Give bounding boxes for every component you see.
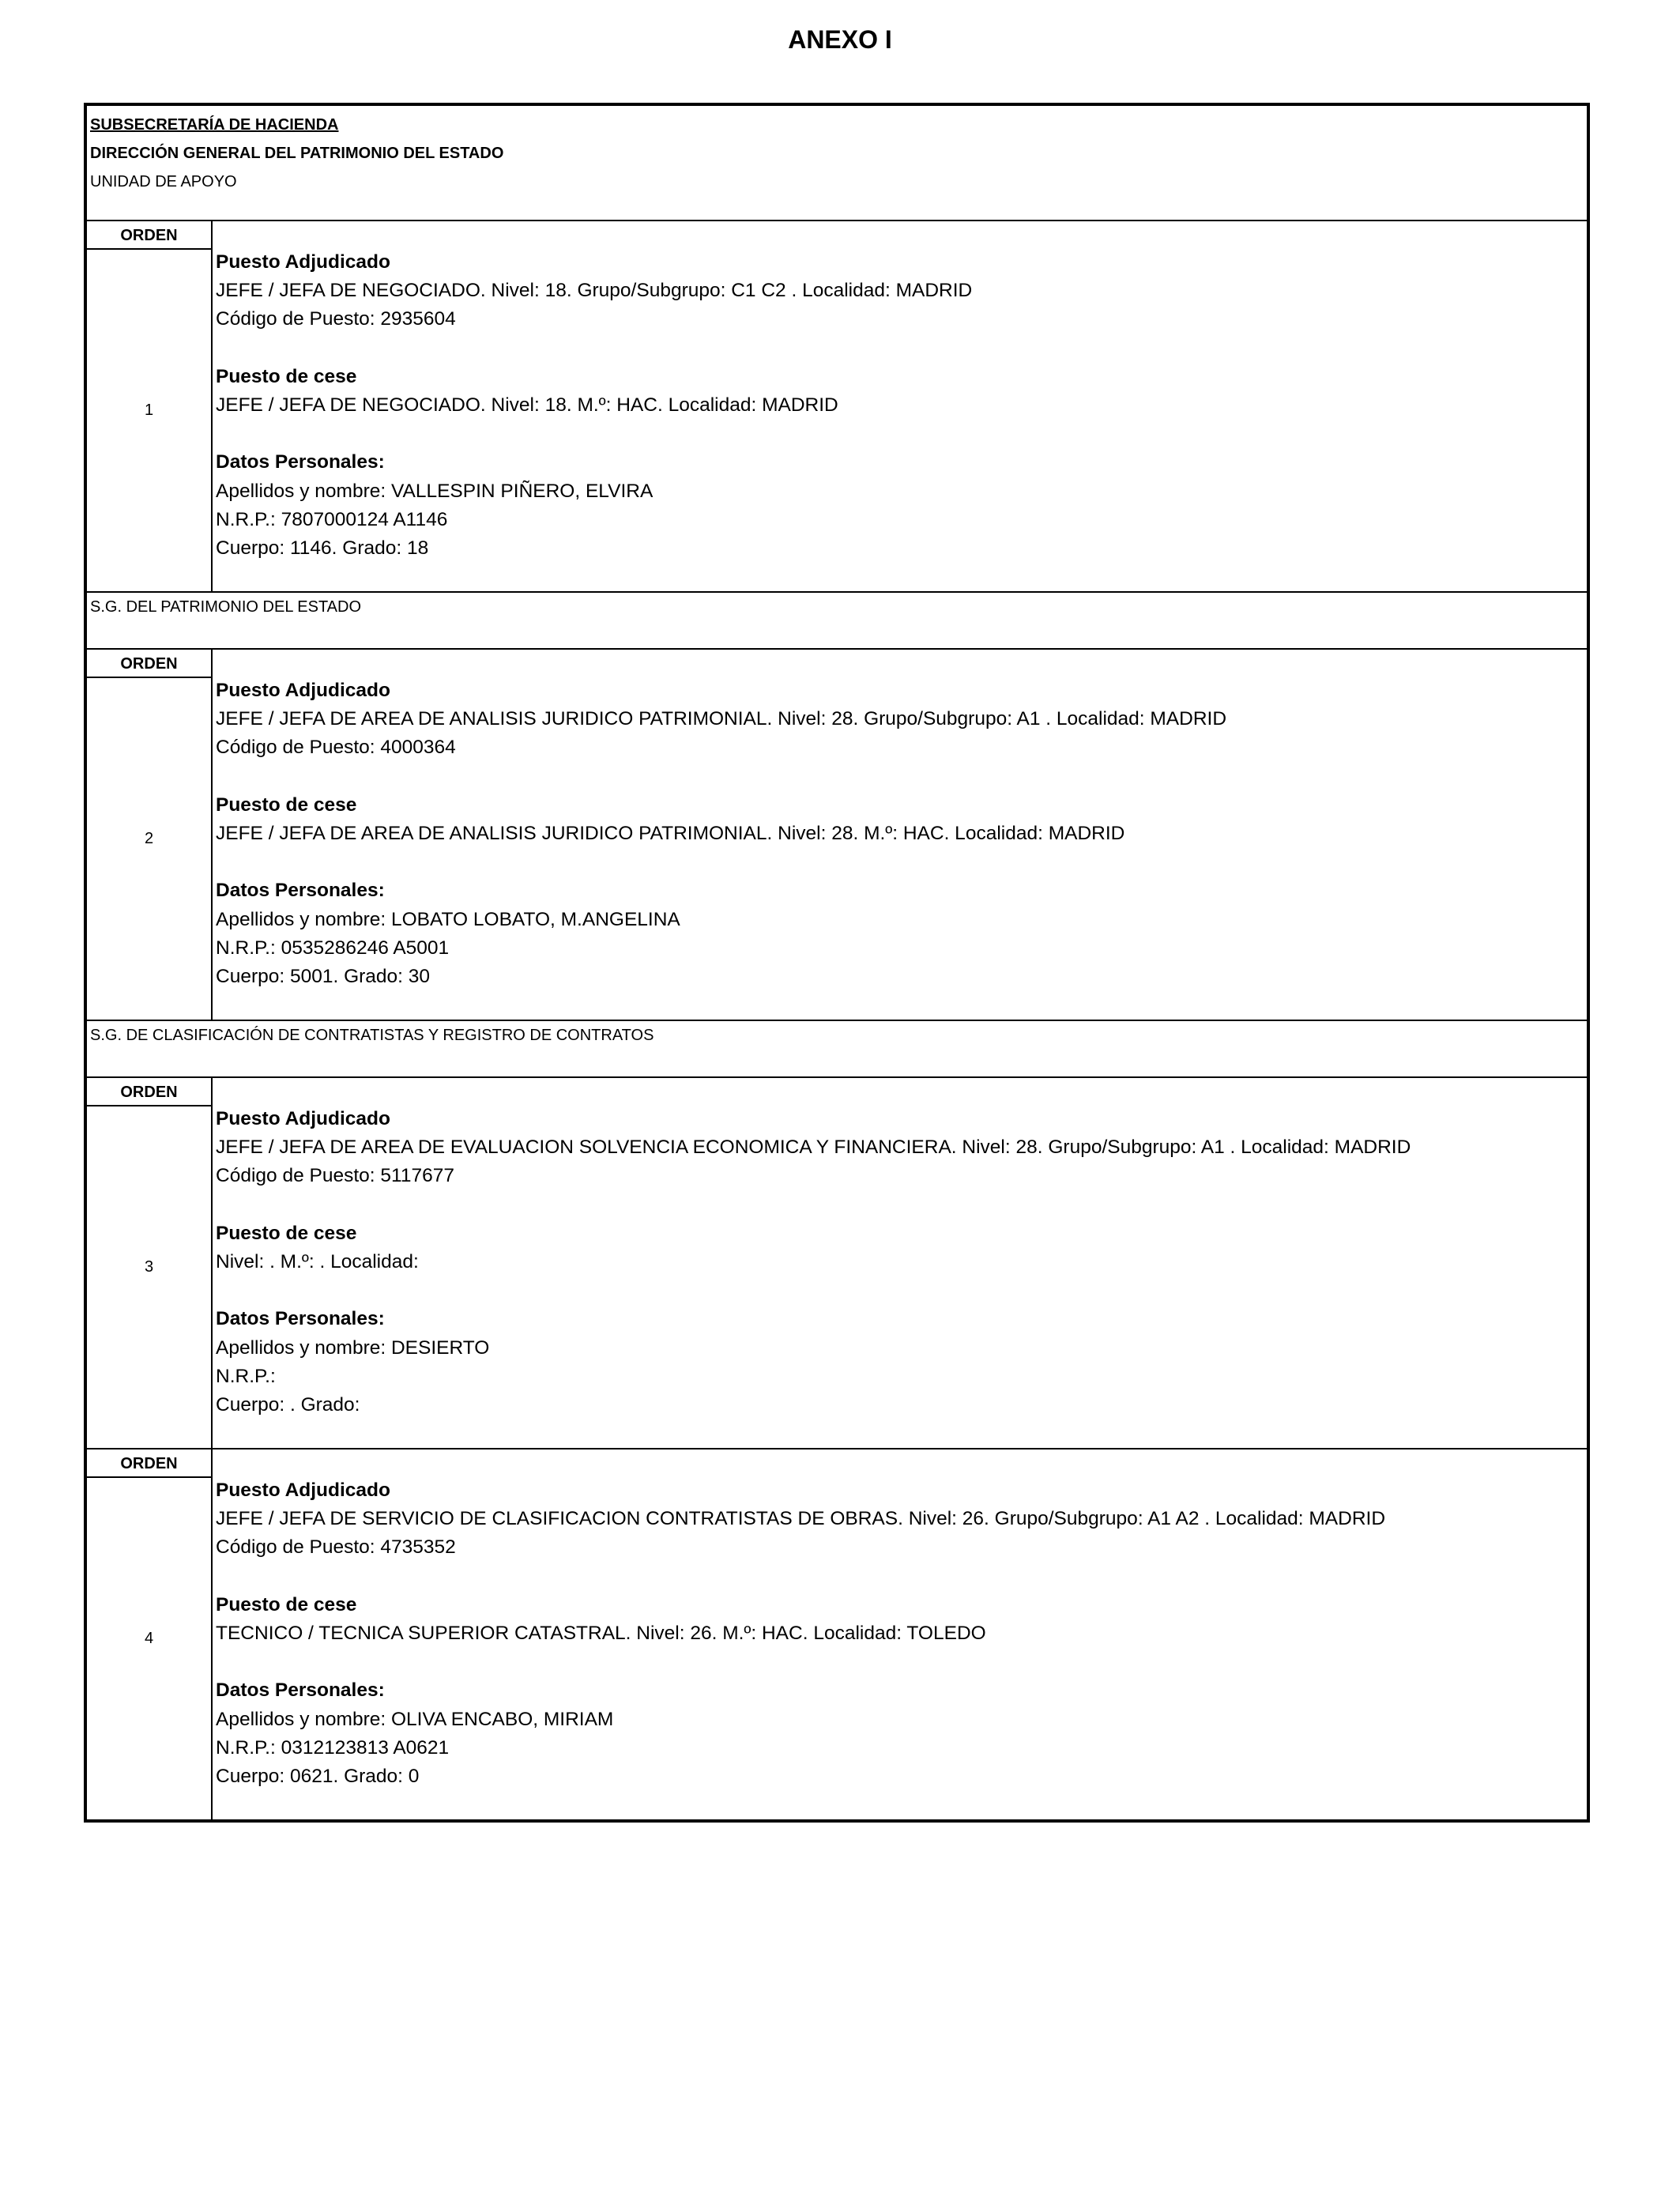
- cuerpo-grado: Cuerpo: 0621. Grado: 0: [216, 1765, 420, 1787]
- puesto-cese-title: Puesto de cese: [216, 794, 357, 816]
- entry-row: [87, 1449, 1587, 1819]
- orden-cell: [87, 1449, 213, 1819]
- cuerpo-grado: Cuerpo: 1146. Grado: 18: [216, 537, 429, 559]
- nrp: N.R.P.: 7807000124 A1146: [216, 508, 448, 530]
- puesto-adjudicado-detail: JEFE / JEFA DE AREA DE EVALUACION SOLVENCIA ECONOMICA Y FINANCIERA. Nivel: 28. Grupo/Subgrupo: A1 . Localidad: MADRID: [216, 1137, 1411, 1159]
- puesto-cese-title: Puesto de cese: [216, 1222, 357, 1244]
- datos-personales-title: Datos Personales:: [216, 880, 385, 902]
- nrp: N.R.P.:: [216, 1365, 276, 1387]
- entry-content: [213, 1078, 1587, 1448]
- entry-content: [213, 221, 1587, 591]
- datos-personales-title: Datos Personales:: [216, 1679, 385, 1702]
- puesto-adjudicado-detail: JEFE / JEFA DE NEGOCIADO. Nivel: 18. Grupo/Subgrupo: C1 C2 . Localidad: MADRID: [216, 280, 973, 302]
- cuerpo-grado: Cuerpo: . Grado:: [216, 1393, 360, 1416]
- nrp: N.R.P.: 0312123813 A0621: [216, 1736, 450, 1759]
- puesto-adjudicado-title: Puesto Adjudicado: [216, 1480, 390, 1501]
- entry-content: [213, 1449, 1587, 1819]
- orden-label: ORDEN: [87, 1449, 211, 1478]
- apellidos-nombre: Apellidos y nombre: OLIVA ENCABO, MIRIAM: [216, 1708, 614, 1730]
- orden-cell: [87, 1078, 213, 1448]
- apellidos-nombre: Apellidos y nombre: LOBATO LOBATO, M.ANGELINA: [216, 908, 680, 930]
- codigo-puesto: Código de Puesto: 4735352: [216, 1536, 456, 1559]
- unit-heading: S.G. DE CLASIFICACIÓN DE CONTRATISTAS Y REGISTRO DE CONTRATOS: [87, 1021, 1587, 1078]
- orden-number: 4: [144, 1630, 154, 1647]
- nrp: N.R.P.: 0535286246 A5001: [216, 937, 450, 959]
- codigo-puesto: Código de Puesto: 4000364: [216, 737, 456, 759]
- puesto-cese-detail: JEFE / JEFA DE AREA DE ANALISIS JURIDICO PATRIMONIAL. Nivel: 28. M.º: HAC. Localidad: MADRID: [216, 822, 1125, 844]
- cuerpo-grado: Cuerpo: 5001. Grado: 30: [216, 965, 431, 987]
- puesto-cese-title: Puesto de cese: [216, 365, 357, 387]
- puesto-adjudicado-title: Puesto Adjudicado: [216, 680, 390, 701]
- apellidos-nombre: Apellidos y nombre: DESIERTO: [216, 1336, 490, 1359]
- direccion-general-heading: DIRECCIÓN GENERAL DEL PATRIMONIO DEL ESTADO: [90, 145, 504, 162]
- codigo-puesto: Código de Puesto: 5117677: [216, 1165, 454, 1187]
- puesto-cese-detail: TECNICO / TECNICA SUPERIOR CATASTRAL. Nivel: 26. M.º: HAC. Localidad: TOLEDO: [216, 1622, 986, 1644]
- codigo-puesto: Código de Puesto: 2935604: [216, 308, 456, 330]
- orden-label: ORDEN: [87, 650, 211, 678]
- orden-cell: [87, 650, 213, 1020]
- unit-heading: S.G. DEL PATRIMONIO DEL ESTADO: [87, 593, 1587, 650]
- entry-row: [87, 650, 1587, 1021]
- entry-content: [213, 650, 1587, 1020]
- entry-row: [87, 1078, 1587, 1449]
- entry-row: [87, 221, 1587, 593]
- puesto-adjudicado-title: Puesto Adjudicado: [216, 1108, 390, 1129]
- organization-header: [87, 106, 1587, 221]
- document-title: ANEXO I: [788, 25, 892, 54]
- puesto-adjudicado-detail: JEFE / JEFA DE AREA DE ANALISIS JURIDICO PATRIMONIAL. Nivel: 28. Grupo/Subgrupo: A1 . Localidad: MADRID: [216, 708, 1227, 730]
- puesto-adjudicado-title: Puesto Adjudicado: [216, 251, 390, 273]
- puesto-adjudicado-detail: JEFE / JEFA DE SERVICIO DE CLASIFICACION CONTRATISTAS DE OBRAS. Nivel: 26. Grupo/Subgrupo: A1 A2 . Localidad: MADRID: [216, 1508, 1386, 1530]
- orden-cell: [87, 221, 213, 591]
- puesto-cese-title: Puesto de cese: [216, 1593, 357, 1615]
- orden-label: ORDEN: [87, 221, 211, 250]
- puesto-cese-detail: JEFE / JEFA DE NEGOCIADO. Nivel: 18. M.º: HAC. Localidad: MADRID: [216, 394, 838, 416]
- orden-number: 2: [144, 830, 154, 847]
- orden-number: 3: [144, 1258, 154, 1276]
- subsecretaria-heading: SUBSECRETARÍA DE HACIENDA: [90, 116, 339, 134]
- datos-personales-title: Datos Personales:: [216, 451, 385, 473]
- orden-number: 1: [144, 401, 154, 419]
- orden-label: ORDEN: [87, 1078, 211, 1106]
- adjudication-table: [84, 103, 1590, 1823]
- datos-personales-title: Datos Personales:: [216, 1308, 385, 1330]
- apellidos-nombre: Apellidos y nombre: VALLESPIN PIÑERO, ELVIRA: [216, 480, 654, 502]
- unidad-heading: UNIDAD DE APOYO: [90, 173, 237, 190]
- puesto-cese-detail: Nivel: . M.º: . Localidad:: [216, 1250, 419, 1272]
